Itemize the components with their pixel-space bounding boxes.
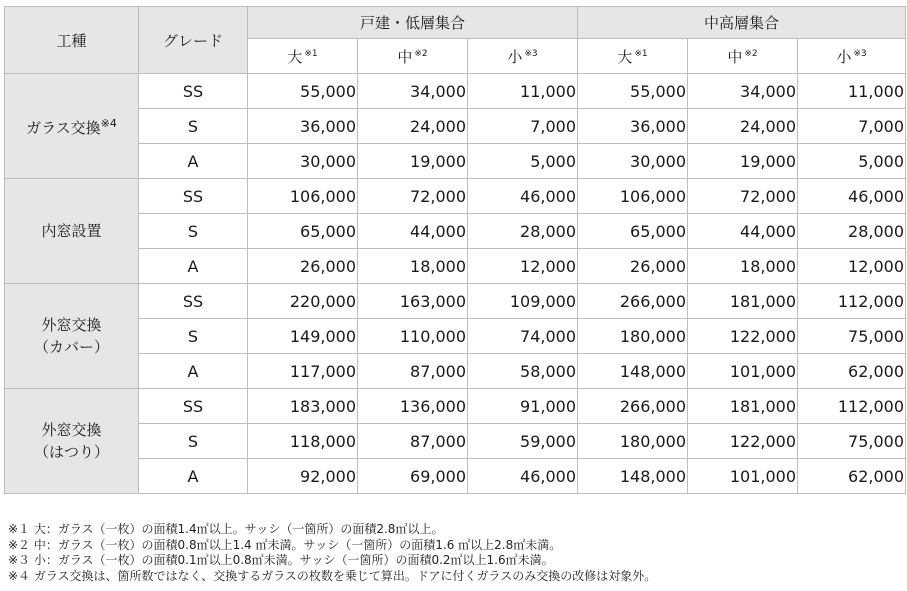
price-cell: 106,000 <box>578 179 688 214</box>
table-row <box>5 179 906 214</box>
size-footnote-mark: ※3 <box>524 48 538 59</box>
size-header-mid-high-rise-2 <box>798 39 906 74</box>
grade-cell: S <box>139 109 248 144</box>
price-cell: 110,000 <box>358 319 468 354</box>
price-cell: 44,000 <box>688 214 798 249</box>
price-cell: 122,000 <box>688 319 798 354</box>
price-cell: 46,000 <box>798 179 906 214</box>
price-cell: 19,000 <box>358 144 468 179</box>
size-footnote-mark: ※1 <box>634 48 648 59</box>
footnote-4: ※４ ガラス交換は、箇所数ではなく、交換するガラスの枚数を乗じて算出。ドアに付くガラスのみ交換の改修は対象外。 <box>8 568 657 583</box>
price-cell: 62,000 <box>798 459 906 494</box>
price-cell: 181,000 <box>688 389 798 424</box>
price-cell: 112,000 <box>798 389 906 424</box>
price-cell: 28,000 <box>798 214 906 249</box>
grade-cell: A <box>139 354 248 389</box>
price-cell: 19,000 <box>688 144 798 179</box>
price-cell: 91,000 <box>468 389 578 424</box>
category-label-line <box>5 314 138 336</box>
grade-cell: A <box>139 459 248 494</box>
price-cell: 65,000 <box>578 214 688 249</box>
grade-cell: S <box>139 214 248 249</box>
price-cell: 109,000 <box>468 284 578 319</box>
price-cell: 18,000 <box>688 249 798 284</box>
grade-cell: SS <box>139 284 248 319</box>
table-row <box>5 389 906 424</box>
size-header-mid-high-rise-0 <box>578 39 688 74</box>
table-row <box>5 284 906 319</box>
price-cell: 117,000 <box>248 354 358 389</box>
size-footnote-mark: ※2 <box>414 48 428 59</box>
category-cell <box>5 179 139 284</box>
header-group-low-rise: 戸建・低層集合 <box>248 7 578 39</box>
category-label: 外窓交換 <box>41 421 102 439</box>
price-cell: 92,000 <box>248 459 358 494</box>
price-cell: 69,000 <box>358 459 468 494</box>
price-cell: 7,000 <box>468 109 578 144</box>
price-cell: 220,000 <box>248 284 358 319</box>
price-cell: 36,000 <box>248 109 358 144</box>
grade-cell: A <box>139 144 248 179</box>
price-cell: 72,000 <box>688 179 798 214</box>
size-label: 小 <box>836 47 852 66</box>
price-cell: 44,000 <box>358 214 468 249</box>
table-row <box>5 459 906 494</box>
price-cell: 59,000 <box>468 424 578 459</box>
price-cell: 118,000 <box>248 424 358 459</box>
price-cell: 5,000 <box>468 144 578 179</box>
grade-cell: SS <box>139 74 248 109</box>
price-cell: 87,000 <box>358 354 468 389</box>
size-header-low-rise-1 <box>358 39 468 74</box>
category-cell <box>5 284 139 389</box>
price-cell: 55,000 <box>248 74 358 109</box>
price-cell: 46,000 <box>468 459 578 494</box>
price-cell: 34,000 <box>688 74 798 109</box>
price-cell: 112,000 <box>798 284 906 319</box>
price-cell: 30,000 <box>578 144 688 179</box>
category-label: （カバー） <box>33 338 109 356</box>
category-label: 内窓設置 <box>41 222 102 240</box>
price-cell: 55,000 <box>578 74 688 109</box>
price-cell: 7,000 <box>798 109 906 144</box>
size-label: 大 <box>287 47 303 66</box>
table-row <box>5 74 906 109</box>
footnote-3: ※３ 小：ガラス（一枚）の面積0.1㎡以上0.8㎡未満。サッシ（一箇所）の面積0.2㎡以上1.6㎡未満。 <box>8 553 554 567</box>
footnote-1: ※１ 大：ガラス（一枚）の面積1.4㎡以上。サッシ（一箇所）の面積2.8㎡以上。 <box>8 522 444 536</box>
table-row <box>5 214 906 249</box>
price-cell: 266,000 <box>578 284 688 319</box>
price-cell: 183,000 <box>248 389 358 424</box>
price-cell: 36,000 <box>578 109 688 144</box>
price-cell: 30,000 <box>248 144 358 179</box>
grade-cell: S <box>139 424 248 459</box>
size-label: 中 <box>397 47 413 66</box>
size-footnote-mark: ※2 <box>744 48 758 59</box>
price-cell: 148,000 <box>578 459 688 494</box>
price-cell: 11,000 <box>468 74 578 109</box>
price-cell: 149,000 <box>248 319 358 354</box>
size-header-mid-high-rise-1 <box>688 39 798 74</box>
category-label: 外窓交換 <box>41 316 102 334</box>
price-cell: 26,000 <box>578 249 688 284</box>
table-row <box>5 424 906 459</box>
price-cell: 148,000 <box>578 354 688 389</box>
category-label-line <box>5 220 138 242</box>
size-footnote-mark: ※3 <box>853 48 867 59</box>
footnote-2: ※２ 中：ガラス（一枚）の面積0.8㎡以上1.4 ㎡未満。サッシ（一箇所）の面積1.6 ㎡以上2.8㎡未満。 <box>8 537 562 552</box>
price-cell: 24,000 <box>358 109 468 144</box>
table-row <box>5 144 906 179</box>
price-cell: 87,000 <box>358 424 468 459</box>
footnotes <box>8 522 656 584</box>
price-cell: 46,000 <box>468 179 578 214</box>
price-cell: 12,000 <box>468 249 578 284</box>
price-cell: 101,000 <box>688 459 798 494</box>
price-cell: 136,000 <box>358 389 468 424</box>
category-cell <box>5 74 139 179</box>
price-cell: 163,000 <box>358 284 468 319</box>
price-cell: 5,000 <box>798 144 906 179</box>
price-table-body <box>5 74 906 494</box>
price-cell: 58,000 <box>468 354 578 389</box>
category-label-line <box>5 113 138 139</box>
category-label-line <box>5 441 138 463</box>
size-label: 大 <box>617 47 633 66</box>
price-cell: 180,000 <box>578 424 688 459</box>
price-cell: 72,000 <box>358 179 468 214</box>
size-footnote-mark: ※1 <box>304 48 318 59</box>
size-header-low-rise-2 <box>468 39 578 74</box>
header-group-mid-high-rise: 中高層集合 <box>578 7 906 39</box>
table-row <box>5 354 906 389</box>
header-kind: 工種 <box>5 7 139 74</box>
grade-cell: S <box>139 319 248 354</box>
size-label: 中 <box>727 47 743 66</box>
price-cell: 75,000 <box>798 319 906 354</box>
price-cell: 34,000 <box>358 74 468 109</box>
header-grade: グレード <box>139 7 248 74</box>
price-cell: 180,000 <box>578 319 688 354</box>
grade-cell: SS <box>139 389 248 424</box>
category-label: ガラス交換 <box>26 119 101 137</box>
table-row <box>5 109 906 144</box>
price-cell: 75,000 <box>798 424 906 459</box>
price-cell: 62,000 <box>798 354 906 389</box>
price-cell: 12,000 <box>798 249 906 284</box>
price-cell: 101,000 <box>688 354 798 389</box>
price-cell: 28,000 <box>468 214 578 249</box>
size-header-low-rise-0 <box>248 39 358 74</box>
table-row <box>5 319 906 354</box>
price-cell: 26,000 <box>248 249 358 284</box>
price-cell: 11,000 <box>798 74 906 109</box>
size-label: 小 <box>507 47 523 66</box>
price-table <box>4 6 906 494</box>
price-cell: 74,000 <box>468 319 578 354</box>
table-row <box>5 249 906 284</box>
price-cell: 18,000 <box>358 249 468 284</box>
category-cell <box>5 389 139 494</box>
price-cell: 106,000 <box>248 179 358 214</box>
price-cell: 122,000 <box>688 424 798 459</box>
grade-cell: A <box>139 249 248 284</box>
category-label-line <box>5 419 138 441</box>
grade-cell: SS <box>139 179 248 214</box>
price-table-container <box>4 6 906 494</box>
price-cell: 24,000 <box>688 109 798 144</box>
price-cell: 65,000 <box>248 214 358 249</box>
price-cell: 266,000 <box>578 389 688 424</box>
category-label: （はつり） <box>33 443 109 461</box>
category-footnote-mark: ※4 <box>100 117 117 130</box>
price-cell: 181,000 <box>688 284 798 319</box>
category-label-line <box>5 336 138 358</box>
